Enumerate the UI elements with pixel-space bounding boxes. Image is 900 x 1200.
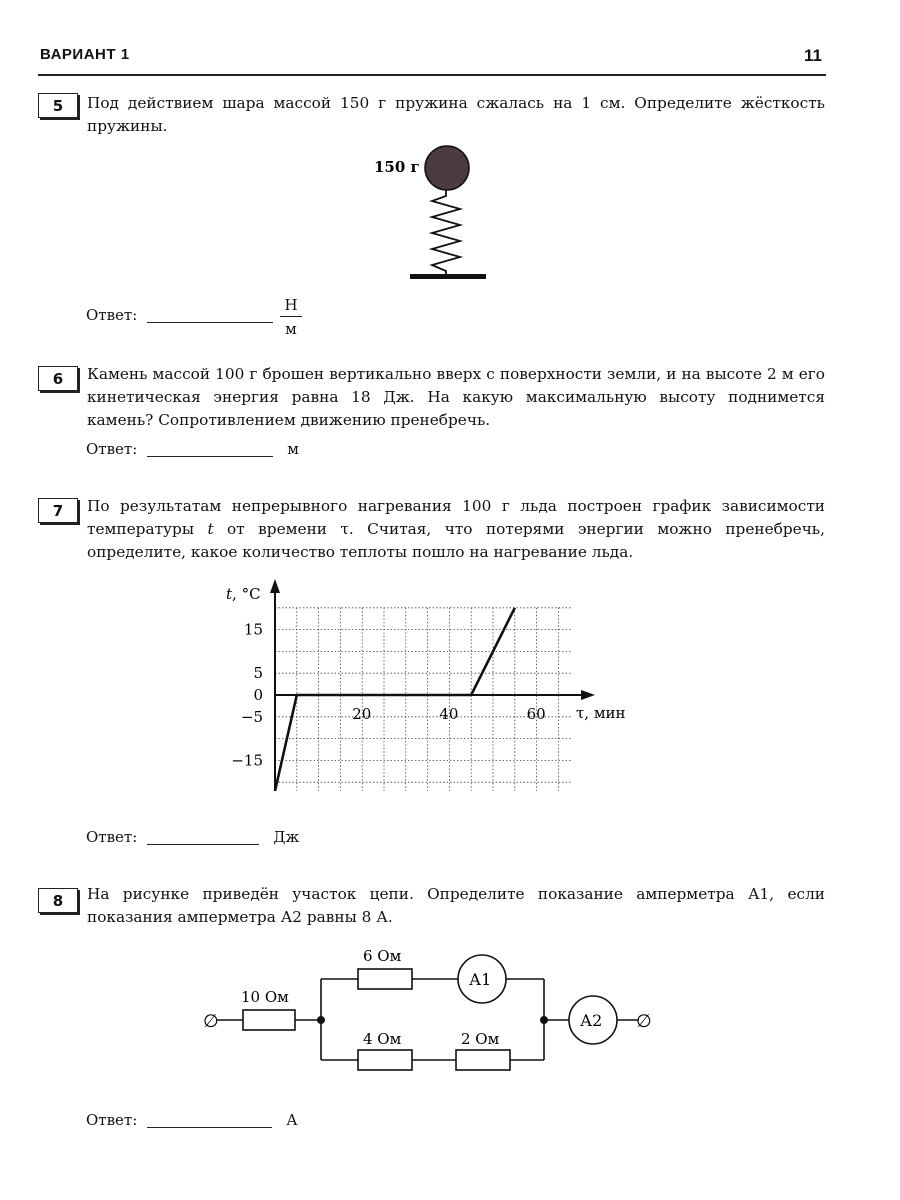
unit-fraction <box>280 296 302 338</box>
task-7-text-a: По результатам непрерывного нагревания 100 г льда построен график зависимости температуры <box>87 497 825 538</box>
resistor-4-label: 4 Ом <box>363 1030 402 1048</box>
answer-label: Ответ: <box>86 306 138 324</box>
page-number: 11 <box>804 46 822 65</box>
resistor-4 <box>358 1050 412 1070</box>
task-5-spring-figure <box>360 140 500 285</box>
x-axis-arrow <box>581 690 595 700</box>
header-rule <box>38 74 826 76</box>
answer-field[interactable] <box>147 830 259 845</box>
task-7-text-var: t <box>207 520 214 538</box>
answer-unit: А <box>286 1111 298 1129</box>
task-5-text: Под действием шара массой 150 г пружина сжалась на 1 см. Определите жёсткость пружины. <box>87 94 825 135</box>
y-tick-label: 5 <box>253 664 263 683</box>
ammeter-a1-label: А1 <box>469 970 492 989</box>
task-7-number: 7 <box>38 498 78 523</box>
task-8-answer <box>86 1111 298 1129</box>
task-5-answer <box>86 306 287 324</box>
answer-label: Ответ: <box>86 440 138 458</box>
task-7-text-b: от времени τ. Считая, что потерями энергии можно пренебречь, определите, какое количество теплоты пошло на нагревание льда. <box>87 520 825 561</box>
series-line <box>275 608 515 791</box>
y-tick-label: 0 <box>253 686 263 704</box>
spring <box>432 190 460 276</box>
task-6-number: 6 <box>38 366 78 391</box>
answer-field[interactable] <box>147 442 273 457</box>
ammeter-a2-label: А2 <box>580 1011 603 1030</box>
temperature-chart <box>200 575 660 805</box>
task-6-answer <box>86 440 299 458</box>
ball <box>425 146 469 190</box>
variant-header: ВАРИАНТ 1 <box>40 46 130 63</box>
y-axis-arrow <box>270 579 280 593</box>
x-axis-label: τ, мин <box>576 704 626 722</box>
circuit-diagram <box>195 940 665 1080</box>
task-6-text: Камень массой 100 г брошен вертикально вверх с поверхности земли, и на высоте 2 м его кинетическая энергия равна 18 Дж. На какую максимальную высоту поднимется камень? Сопротивлением движению пренебречь. <box>87 365 825 429</box>
task-5-number: 5 <box>38 93 78 118</box>
y-tick-label: 15 <box>243 620 263 639</box>
answer-field[interactable] <box>147 308 273 323</box>
resistor-2-label: 2 Ом <box>461 1030 500 1048</box>
y-tick-label: −5 <box>240 707 263 726</box>
answer-unit: м <box>287 440 299 458</box>
resistor-10-label: 10 Ом <box>241 988 289 1006</box>
junction-node <box>540 1016 548 1024</box>
x-tick-label: 40 <box>439 705 459 723</box>
answer-label: Ответ: <box>86 1111 138 1129</box>
task-7-answer <box>86 828 299 846</box>
y-tick-label: −15 <box>231 751 263 770</box>
answer-label: Ответ: <box>86 828 138 846</box>
y-axis-label: t, °С <box>226 585 261 603</box>
task-8-text: На рисунке приведён участок цепи. Определите показание амперметра А1, если показания амперметра А2 равны 8 А. <box>87 885 825 926</box>
ball-mass-label: 150 г <box>374 158 420 176</box>
terminal-left: ∅ <box>203 1011 219 1032</box>
answer-field[interactable] <box>147 1113 272 1128</box>
unit-denominator: м <box>285 320 297 338</box>
unit-numerator: Н <box>280 296 302 317</box>
task-8-number: 8 <box>38 888 78 913</box>
x-tick-label: 20 <box>352 705 372 723</box>
resistor-6 <box>358 969 412 989</box>
terminal-right: ∅ <box>636 1011 652 1032</box>
answer-unit: Дж <box>273 828 300 846</box>
resistor-6-label: 6 Ом <box>363 947 402 965</box>
junction-node <box>317 1016 325 1024</box>
task-7-text <box>87 495 825 564</box>
spring-base <box>410 274 486 279</box>
resistor-2 <box>456 1050 510 1070</box>
resistor-10 <box>243 1010 295 1030</box>
x-tick-label: 60 <box>526 705 546 723</box>
